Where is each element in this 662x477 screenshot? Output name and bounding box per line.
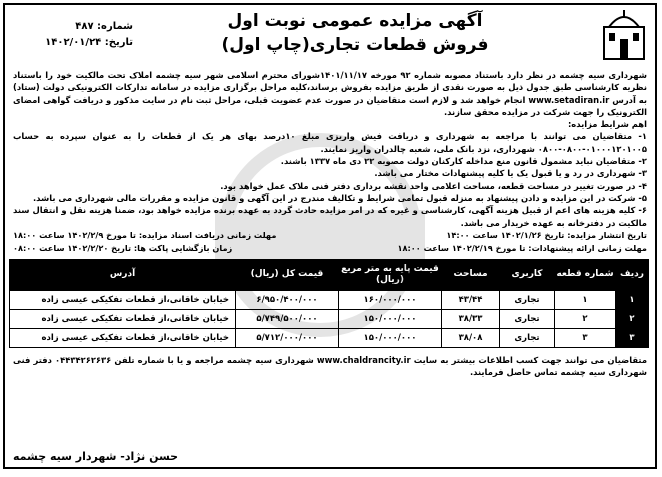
col-unit-price: قیمت پایه به متر مربع (ریال) xyxy=(339,259,442,290)
cell-use: تجاری xyxy=(500,309,555,328)
cell-row: ۱ xyxy=(616,290,649,309)
cell-address: خیابان خاقانی،از قطعات تفکیکی عیسی زاده xyxy=(10,309,236,328)
mayor-signature: حسن نژاد- شهردار سیه چشمه xyxy=(13,450,179,463)
condition-5: ۵- شرکت در این مزایده و دادن پیشنهاد به منزله قبول تمامی شرایط و تکالیف مندرج در این آگهی و قانون مزایده و مقررات مالی شهرداری می باشد. xyxy=(32,192,647,203)
cell-lot: ۲ xyxy=(555,309,616,328)
cell-area: ۳۸/۰۸ xyxy=(442,328,500,347)
municipality-logo-icon xyxy=(601,9,647,61)
condition-4: ۴- در صورت تغییر در مساحت قطعه، مساحت اعلامی واحد نقشه برداری دفتر فنی ملاک عمل خواهد بود. xyxy=(220,180,647,191)
contact-paragraph xyxy=(13,354,647,379)
notice-title xyxy=(205,9,505,57)
cell-unit-price: ۱۶۰/۰۰۰/۰۰۰ xyxy=(339,290,442,309)
cell-unit-price: ۱۵۰/۰۰۰/۰۰۰ xyxy=(339,309,442,328)
contact-text-b: شهرداری سیه چشمه مراجعه و یا با شماره تلفن ۰۴۴۳۴۲۶۲۶۳۶ دفتر فنی شهرداری سیه چشمه تماس حاصل فرمایند. xyxy=(13,354,647,378)
cell-total: ۵/۷۴۹/۵۰۰/۰۰۰ xyxy=(236,309,339,328)
intro-text: شهرداری سیه چشمه در نظر دارد باستناد مصوبه شماره ۹۲ مورخه ۱۴۰۱/۱۱/۱۷شورای محترم اسلامی شهر سیه چشمه املاک تحت مالکیت خود را باستناد نظریه کارشناسی طبق جدول ذیل به صورت نقدی از طریق مزایده بفروش برساند،کلیه مراحل برگزاری مزایده در سامانه تدارکات الکترونیکی دولت (ستاد) به آدرس xyxy=(13,70,648,105)
cell-lot: ۳ xyxy=(555,328,616,347)
cell-row: ۲ xyxy=(616,309,649,328)
notice-header xyxy=(5,5,655,69)
table-row xyxy=(10,290,649,309)
cell-use: تجاری xyxy=(500,328,555,347)
cell-use: تجاری xyxy=(500,290,555,309)
cell-area: ۴۳/۴۴ xyxy=(442,290,500,309)
table-row xyxy=(10,309,649,328)
contact-text-a: متقاضیان می توانند جهت کسب اطلاعات بیشتر به سایت xyxy=(413,354,648,365)
col-row: ردیف xyxy=(616,259,649,290)
cell-total: ۵/۷۱۲/۰۰۰/۰۰۰ xyxy=(236,328,339,347)
cell-unit-price: ۱۵۰/۰۰۰/۰۰۰ xyxy=(339,328,442,347)
cell-address: خیابان خاقانی،از قطعات تفکیکی عیسی زاده xyxy=(10,290,236,309)
intro-paragraph xyxy=(13,69,647,118)
cell-total: ۶/۹۵۰/۴۰۰/۰۰۰ xyxy=(236,290,339,309)
schedule-dates xyxy=(5,229,655,277)
condition-2: ۲- متقاضیان نباید مشمول قانون منع مداخله کارکنان دولت مصوبه ۲۲ دی ماه ۱۳۳۷ باشند. xyxy=(280,156,647,167)
conditions-title: اهم شرایط مزایده: xyxy=(567,119,647,130)
condition-6: ۶- کلیه هزینه های اعم از قبیل هزینه آگهی، کارشناسی و غیره که در امر مزایده حادث گردد به عهده برنده مزایده خواهد بود، ضمنا هزینه نقل و انتقال سند مالکیت در دفترخانه به عهده خریدار می باشد. xyxy=(13,205,647,228)
intro-continuation: انجام خواهد شد و لازم است متقاضیان در صورت عدم عضویت قبلی، مراحل ثبت نام در سایت مذکور و دریافت گواهی امضای الکترونیک را جهت شرکت در مزایده محقق سازند. xyxy=(13,94,647,117)
cell-lot: ۱ xyxy=(555,290,616,309)
title-line-1: آگهی مزایده عمومی نوبت اول xyxy=(227,11,483,31)
auction-notice xyxy=(3,3,657,469)
offer-deadline: مهلت زمانی ارائه پیشنهادات: تا مورخ ۱۴۰۲/۲/۱۹ ساعت ۱۸:۰۰ xyxy=(397,242,647,253)
table-row xyxy=(10,328,649,347)
col-total: قیمت کل (ریال) xyxy=(236,259,339,290)
condition-3: ۳- شهرداری در رد و یا قبول یک یا کلیه پیشنهادات مختار می باشد. xyxy=(374,168,647,179)
doc-deadline: مهلت زمانی دریافت اسناد مزایده: تا مورخ ۱۴۰۲/۲/۹ ساعت ۱۸:۰۰ xyxy=(13,229,277,240)
municipality-website-link[interactable]: www.chaldrancity.ir xyxy=(316,354,411,365)
condition-1: ۱- متقاضیان می توانند با مراجعه به شهرداری و دریافت فیش واریزی مبلغ ۱۰درصد بهای هر یک از قطعات را به عنوان سپرده به حساب ۰۱۰۰۰۱۲۰۱۰۰۵-۰۸۰۰-۰۸۰۰ شهرداری، نزد بانک ملی، شعبه چالدران واریز نمایند. xyxy=(13,131,647,154)
publish-date: تاریخ انتشار مزایده: تاریخ ۱۴۰۲/۱/۲۶ ساعت ۱۴:۰۰ xyxy=(446,229,647,240)
col-area: مساحت xyxy=(442,259,500,290)
notice-footer xyxy=(5,348,655,379)
col-address: آدرس xyxy=(10,259,236,290)
notice-number: شماره: ۴۸۷ xyxy=(75,21,133,32)
notice-body xyxy=(5,69,655,229)
col-use: کاربری xyxy=(500,259,555,290)
cell-row: ۳ xyxy=(616,328,649,347)
cell-area: ۳۸/۳۳ xyxy=(442,309,500,328)
cell-address: خیابان خاقانی،از قطعات تفکیکی عیسی زاده xyxy=(10,328,236,347)
title-line-2: فروش قطعات تجاری(چاپ اول) xyxy=(221,35,489,55)
opening-date: زمان بازگشایی پاکت ها: تاریخ ۱۴۰۲/۲/۲۰ ساعت ۰۸:۰۰ xyxy=(13,242,233,253)
notice-meta xyxy=(13,19,133,51)
setad-website-link[interactable]: www.setadiran.ir xyxy=(528,94,610,105)
notice-date: تاریخ: ۱۴۰۲/۰۱/۲۴ xyxy=(45,37,133,48)
col-lot: شماره قطعه xyxy=(555,259,616,290)
